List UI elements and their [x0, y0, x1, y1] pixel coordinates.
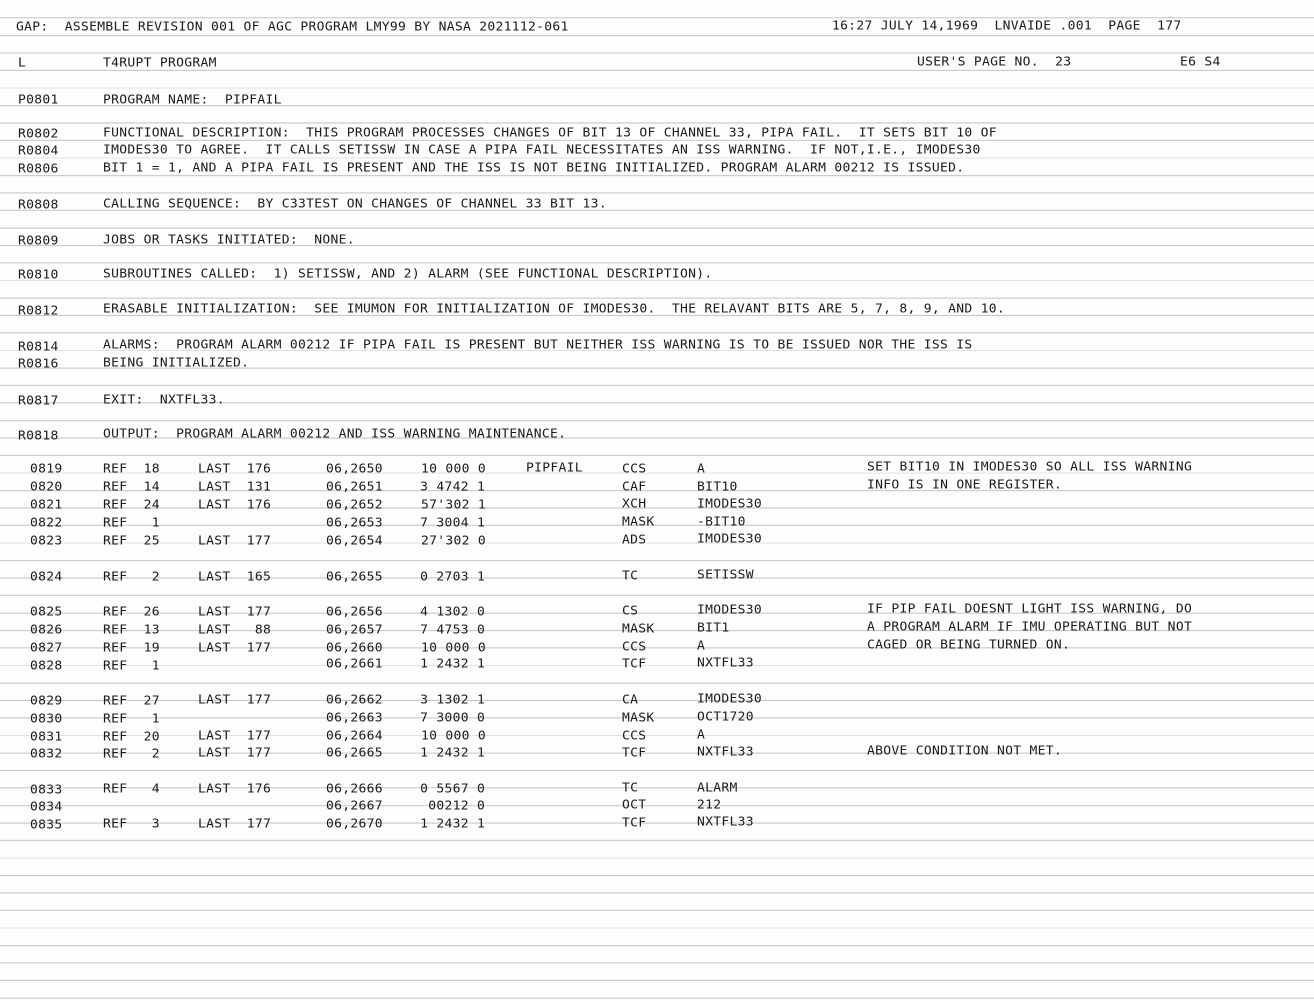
code-operand: BIT10 [697, 480, 738, 495]
code-comment: CAGED OR BEING TURNED ON. [867, 638, 1071, 653]
line-id: R0804 [18, 144, 59, 159]
line-id: R0802 [18, 127, 59, 142]
code-last: LAST 177 [198, 817, 272, 832]
description-text: CALLING SEQUENCE: BY C33TEST ON CHANGES OF CHANNEL 33 BIT 13. [103, 197, 607, 212]
code-operand: NXTFL33 [697, 656, 754, 671]
code-operand: NXTFL33 [697, 745, 754, 760]
code-word: 0 2703 1 [412, 570, 486, 585]
code-line-number: 0828 [30, 659, 63, 674]
code-line-number: 0821 [30, 498, 63, 513]
description-text: BIT 1 = 1, AND A PIPA FAIL IS PRESENT AND THE ISS IS NOT BEING INITIALIZED. PROGRAM ALARM 00212 IS ISSUED. [103, 161, 965, 176]
code-line-number: 0833 [30, 783, 63, 798]
code-opcode: CAF [622, 480, 647, 495]
line-id: R0812 [18, 304, 59, 319]
line-id: R0818 [18, 429, 59, 444]
code-opcode: CCS [622, 729, 647, 744]
code-operand: IMODES30 [697, 692, 763, 707]
code-word: 1 2432 1 [412, 817, 486, 832]
code-line-number: 0832 [30, 747, 63, 762]
line-id: R0809 [18, 234, 59, 249]
code-opcode: TC [622, 781, 639, 796]
code-ref: REF 25 [103, 534, 160, 549]
description-text: SUBROUTINES CALLED: 1) SETISSW, AND 2) ALARM (SEE FUNCTIONAL DESCRIPTION). [103, 267, 713, 282]
description-text: IMODES30 TO AGREE. IT CALLS SETISSW IN CASE A PIPA FAIL NECESSITATES AN ISS WARNING. IF NOT,I.E., IMODES30 [103, 143, 981, 158]
code-line-number: 0825 [30, 605, 63, 620]
code-ref: REF 13 [103, 623, 160, 638]
code-last: LAST 176 [198, 498, 272, 513]
code-comment: ABOVE CONDITION NOT MET. [867, 744, 1063, 759]
code-address: 06,2660 [326, 641, 383, 656]
code-address: 06,2652 [326, 498, 383, 513]
code-last: LAST 177 [198, 693, 272, 708]
code-word: 7 3004 1 [412, 516, 486, 531]
code-address: 06,2653 [326, 516, 383, 531]
code-line-number: 0823 [30, 534, 63, 549]
code-opcode: ADS [622, 533, 647, 548]
code-comment: SET BIT10 IN IMODES30 SO ALL ISS WARNING [867, 460, 1193, 475]
code-operand: ALARM [697, 781, 738, 796]
line-id: R0814 [18, 340, 59, 355]
code-line-number: 0824 [30, 570, 63, 585]
code-ref: REF 19 [103, 641, 160, 656]
code-ref: REF 20 [103, 730, 160, 745]
code-ref: REF 1 [103, 712, 160, 727]
code-line-number: 0826 [30, 623, 63, 638]
code-line-number: 0822 [30, 516, 63, 531]
code-opcode: CCS [622, 462, 647, 477]
code-operand: IMODES30 [697, 532, 763, 547]
code-word: 57'302 1 [421, 498, 487, 513]
code-line-number: 0820 [30, 480, 63, 495]
code-word: 3 4742 1 [412, 480, 486, 495]
code-last: LAST 177 [198, 641, 272, 656]
code-ref: REF 24 [103, 498, 160, 513]
code-operand: IMODES30 [697, 497, 763, 512]
code-last: LAST 176 [198, 782, 272, 797]
line-id: R0806 [18, 162, 59, 177]
code-ref: REF 26 [103, 605, 160, 620]
description-text: PROGRAM NAME: PIPFAIL [103, 93, 282, 108]
code-line-number: 0829 [30, 694, 63, 709]
code-opcode: OCT [622, 798, 647, 813]
code-address: 06,2657 [326, 623, 383, 638]
header-timestamp-page: 16:27 JULY 14,1969 LNVAIDE .001 PAGE 177 [832, 19, 1182, 34]
code-ref: REF 27 [103, 694, 160, 709]
code-operand: A [697, 728, 706, 743]
code-address: 06,2661 [326, 657, 383, 672]
description-text: ERASABLE INITIALIZATION: SEE IMUMON FOR INITIALIZATION OF IMODES30. THE RELAVANT BITS ARE 5, 7, 8, 9, AND 10. [103, 302, 1006, 317]
code-address: 06,2651 [326, 480, 383, 495]
code-address: 06,2654 [326, 534, 383, 549]
code-last: LAST 177 [198, 534, 272, 549]
code-ref: REF 14 [103, 480, 160, 495]
code-opcode: CS [622, 604, 639, 619]
code-last: LAST 177 [198, 746, 272, 761]
code-ref: REF 18 [103, 462, 160, 477]
code-word: 27'302 0 [421, 534, 487, 549]
code-address: 06,2662 [326, 693, 383, 708]
code-ref: REF 2 [103, 747, 160, 762]
code-operand: A [697, 639, 706, 654]
code-address: 06,2655 [326, 570, 383, 585]
code-last: LAST 88 [198, 623, 272, 638]
code-word: 10 000 0 [421, 462, 487, 477]
code-opcode: TCF [622, 746, 647, 761]
code-opcode: MASK [622, 711, 655, 726]
code-last: LAST 177 [198, 729, 272, 744]
code-address: 06,2656 [326, 605, 383, 620]
code-operand: -BIT10 [697, 515, 746, 530]
code-word: 1 2432 1 [412, 657, 486, 672]
code-operand: A [697, 462, 706, 477]
code-word: 0 5567 0 [412, 782, 486, 797]
code-address: 06,2663 [326, 711, 383, 726]
code-line-number: 0827 [30, 641, 63, 656]
header-assemble-line: GAP: ASSEMBLE REVISION 001 OF AGC PROGRAM LMY99 BY NASA 2021112-061 [16, 20, 569, 35]
code-comment: INFO IS IN ONE REGISTER. [867, 478, 1063, 493]
header-program-title: T4RUPT PROGRAM [103, 56, 217, 71]
code-word: 3 1302 1 [412, 693, 486, 708]
header-flag: L [18, 56, 27, 71]
code-opcode: TCF [622, 657, 647, 672]
code-word: 7 4753 0 [412, 623, 486, 638]
description-text: JOBS OR TASKS INITIATED: NONE. [103, 233, 355, 248]
code-word: 10 000 0 [421, 729, 487, 744]
line-id: R0816 [18, 357, 59, 372]
code-opcode: MASK [622, 622, 655, 637]
code-last: LAST 176 [198, 462, 272, 477]
code-word: 4 1302 0 [412, 605, 486, 620]
code-line-number: 0819 [30, 462, 63, 477]
code-line-number: 0835 [30, 818, 63, 833]
header-e6-s4: E6 S4 [1180, 55, 1221, 70]
line-id: R0817 [18, 394, 59, 409]
code-address: 06,2665 [326, 746, 383, 761]
description-text: ALARMS: PROGRAM ALARM 00212 IF PIPA FAIL IS PRESENT BUT NEITHER ISS WARNING IS TO BE ISSUED NOR THE ISS IS [103, 338, 973, 353]
code-address: 06,2664 [326, 729, 383, 744]
line-id: R0808 [18, 198, 59, 213]
code-comment: IF PIP FAIL DOESNT LIGHT ISS WARNING, DO [867, 602, 1193, 617]
code-opcode: CCS [622, 640, 647, 655]
code-address: 06,2650 [326, 462, 383, 477]
code-word: 00212 0 [412, 799, 486, 814]
code-ref: REF 3 [103, 817, 160, 832]
code-address: 06,2666 [326, 782, 383, 797]
code-line-number: 0830 [30, 712, 63, 727]
header-user-page: USER'S PAGE NO. 23 [917, 55, 1072, 70]
code-last: LAST 177 [198, 605, 272, 620]
code-operand: NXTFL33 [697, 815, 754, 830]
code-operand: IMODES30 [697, 603, 763, 618]
line-id: P0801 [18, 93, 59, 108]
description-text: BEING INITIALIZED. [103, 356, 250, 371]
code-word: 10 000 0 [421, 641, 487, 656]
code-opcode: XCH [622, 497, 647, 512]
code-comment: A PROGRAM ALARM IF IMU OPERATING BUT NOT [867, 620, 1193, 635]
code-word: 1 2432 1 [412, 746, 486, 761]
code-address: 06,2670 [326, 817, 383, 832]
code-last: LAST 165 [198, 570, 272, 585]
code-opcode: CA [622, 693, 639, 708]
description-text: OUTPUT: PROGRAM ALARM 00212 AND ISS WARNING MAINTENANCE. [103, 427, 567, 442]
code-operand: SETISSW [697, 568, 754, 583]
code-address: 06,2667 [326, 799, 383, 814]
code-ref: REF 4 [103, 782, 160, 797]
code-opcode: MASK [622, 515, 655, 530]
code-line-number: 0834 [30, 800, 63, 815]
code-operand: 212 [697, 798, 722, 813]
code-label: PIPFAIL [526, 461, 583, 476]
description-text: EXIT: NXTFL33. [103, 393, 225, 408]
line-id: R0810 [18, 268, 59, 283]
code-word: 7 3000 0 [412, 711, 486, 726]
code-operand: BIT1 [697, 621, 730, 636]
description-text: FUNCTIONAL DESCRIPTION: THIS PROGRAM PROCESSES CHANGES OF BIT 13 OF CHANNEL 33, PIPA FAIL. IT SETS BIT 10 OF [103, 126, 997, 141]
code-last: LAST 131 [198, 480, 272, 495]
code-opcode: TC [622, 569, 639, 584]
code-line-number: 0831 [30, 730, 63, 745]
code-ref: REF 1 [103, 659, 160, 674]
code-ref: REF 1 [103, 516, 160, 531]
code-opcode: TCF [622, 816, 647, 831]
code-operand: OCT1720 [697, 710, 754, 725]
code-ref: REF 2 [103, 570, 160, 585]
